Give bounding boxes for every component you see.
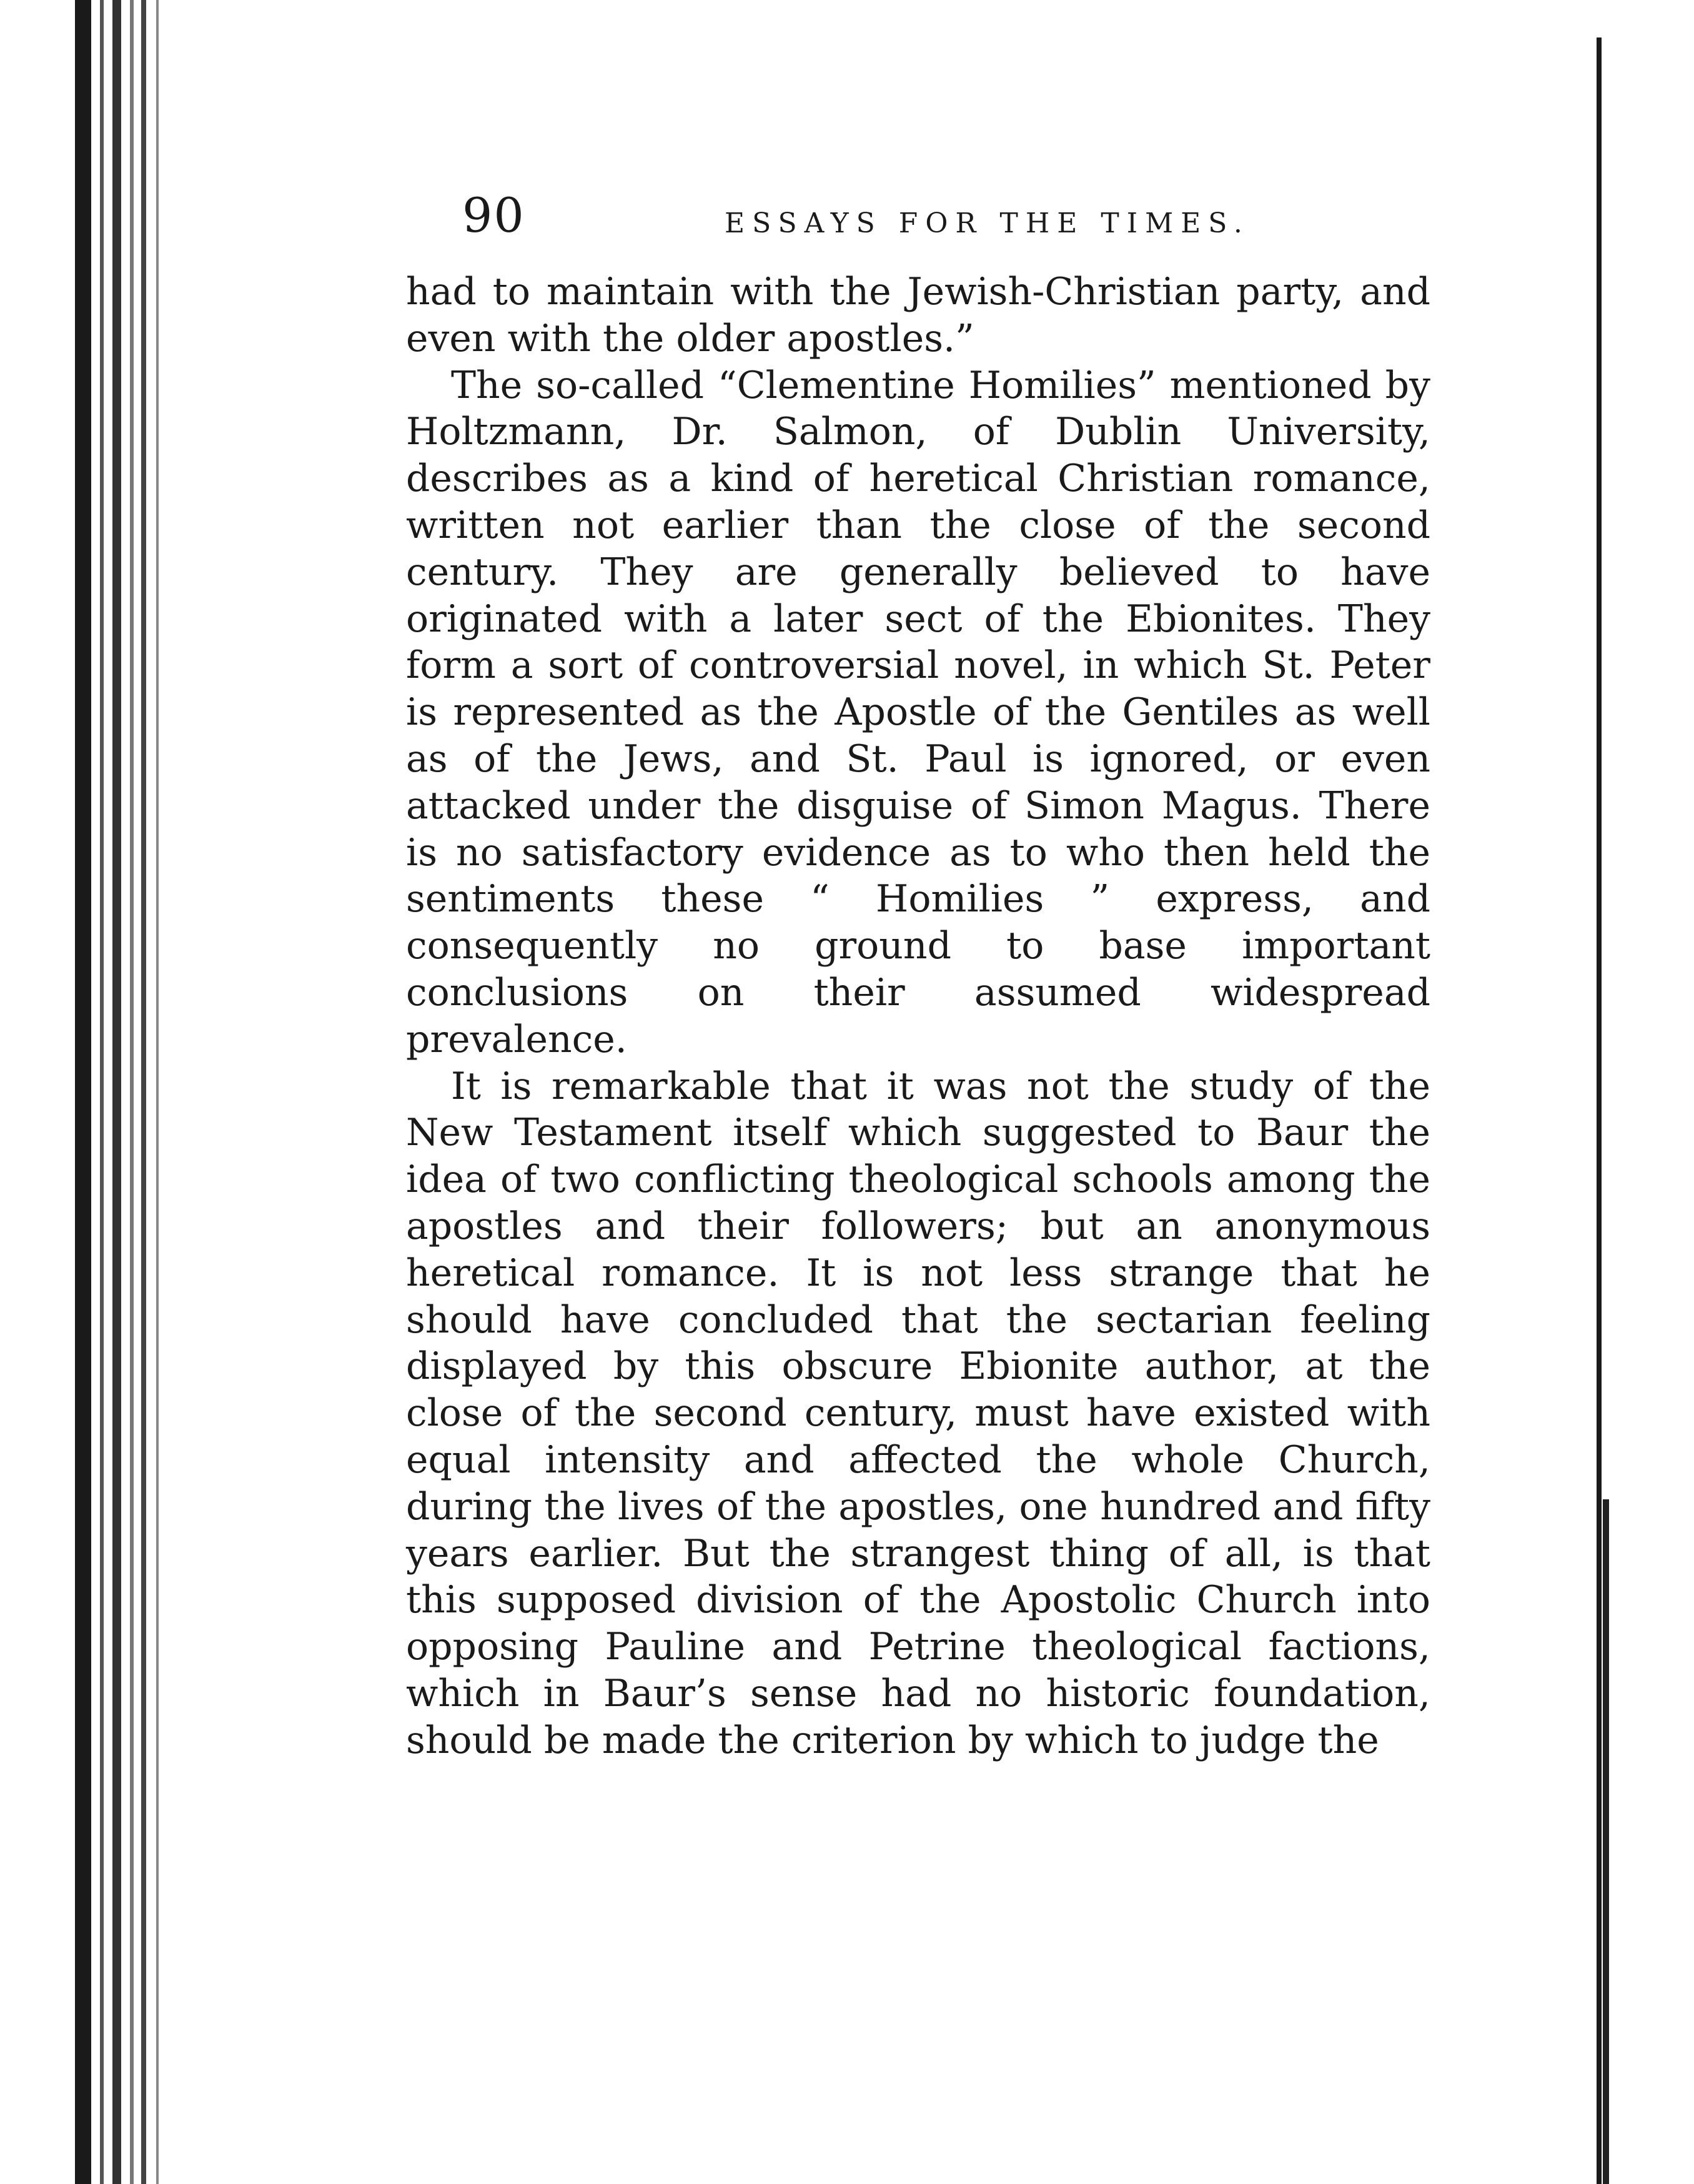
paragraph: It is remarkable that it was not the study of the New Testament itself which suggested to Baur the idea of two conflicting theological schools among the apostles and their followers; but an anonymous heretical romance. It is not less strange that he should have concluded that the sectarian feeling displayed by this obscure Ebionite author, at the close of the second century, must have existed with equal intensity and affected the whole Church, during the lives of the apostles, one hundred and fifty years earlier. But the strangest thing of all, is that this supposed division of the Apostolic Church into opposing Pauline and Petrine theological factions, which in Baur’s sense had no historic foundation, should be made the criterion by which to judge the <box>406 1064 1430 1762</box>
book-page <box>387 175 1437 1762</box>
binding-line <box>100 0 104 2184</box>
facing-page-edge <box>1603 1499 1609 2184</box>
paragraph: had to maintain with the Jewish-Christian party, and even with the older apostles.” <box>406 270 1430 360</box>
binding-line <box>130 0 134 2184</box>
running-head: ESSAYS FOR THE TIMES. <box>725 207 1250 239</box>
body-text <box>406 269 1430 1764</box>
page-header <box>387 175 1437 262</box>
book-binding-edge <box>0 0 187 2184</box>
binding-line <box>112 0 121 2184</box>
facing-page-edge <box>1597 37 1602 2184</box>
paragraph: The so-called “Clementine Homilies” mentioned by Holtzmann, Dr. Salmon, of Dublin University, describes as a kind of heretical Christian romance, written not earlier than the close of the second century. They are generally believed to have originated with a later sect of the Ebionites. They form a sort of controversial novel, in which St. Peter is represented as the Apostle of the Gentiles as well as of the Jews, and St. Paul is ignored, or even attacked under the disguise of Simon Magus. There is no satisfactory evidence as to who then held the sentiments these “ Homilies ” express, and consequently no ground to base important conclusions on their assumed widespread prevalence. <box>406 363 1430 1061</box>
binding-line <box>156 0 159 2184</box>
binding-line <box>75 0 91 2184</box>
page-number: 90 <box>462 187 525 243</box>
binding-line <box>141 0 146 2184</box>
